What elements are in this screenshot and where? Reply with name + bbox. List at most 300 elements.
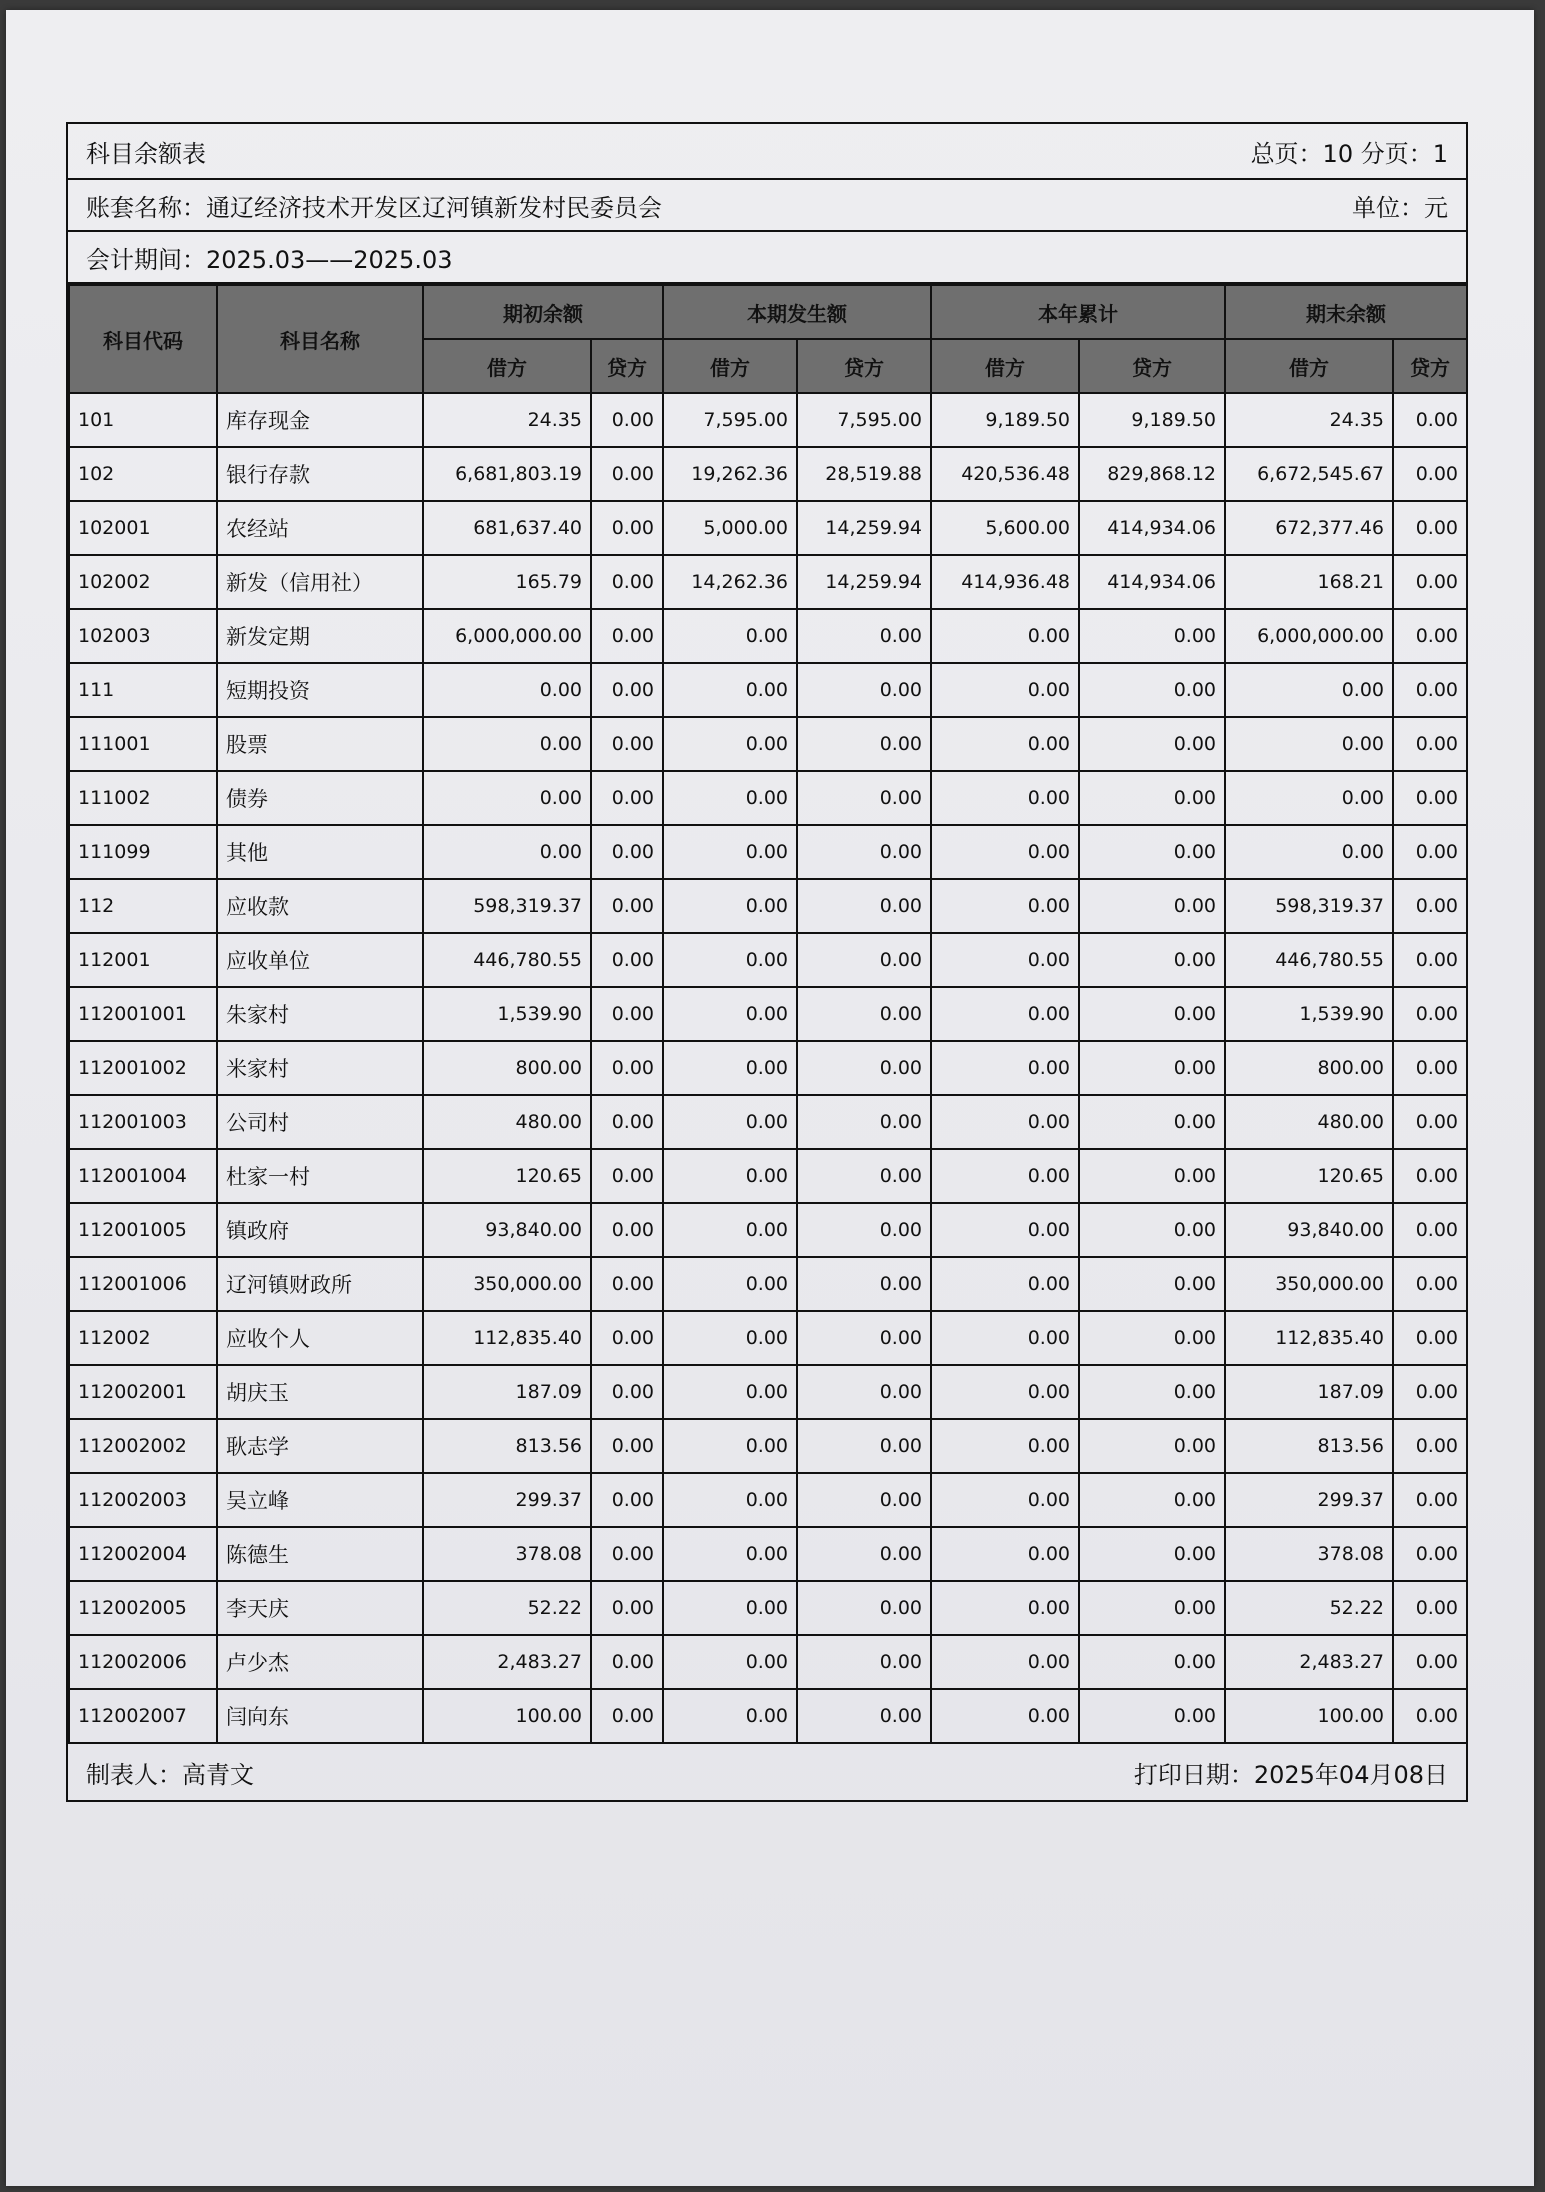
- header-row-1: [69, 285, 1467, 339]
- amount-cell: 14,259.94: [797, 555, 931, 609]
- amount-cell: 19,262.36: [663, 447, 797, 501]
- account-name-cell: 卢少杰: [217, 1635, 423, 1689]
- amount-cell: 0.00: [591, 717, 663, 771]
- account-name-cell: 耿志学: [217, 1419, 423, 1473]
- table-row: [69, 825, 1467, 879]
- amount-cell: 0.00: [591, 825, 663, 879]
- amount-cell: 0.00: [931, 663, 1079, 717]
- amount-cell: 52.22: [423, 1581, 591, 1635]
- amount-cell: 0.00: [591, 1527, 663, 1581]
- account-code-cell: 112002004: [69, 1527, 217, 1581]
- amount-cell: 829,868.12: [1079, 447, 1225, 501]
- amount-cell: 0.00: [931, 717, 1079, 771]
- col-header-debit: 借方: [423, 339, 591, 393]
- paper-sheet: [6, 10, 1534, 2186]
- table-row: [69, 771, 1467, 825]
- amount-cell: 0.00: [663, 1149, 797, 1203]
- amount-cell: 480.00: [423, 1095, 591, 1149]
- amount-cell: 2,483.27: [1225, 1635, 1393, 1689]
- amount-cell: 0.00: [1393, 717, 1467, 771]
- amount-cell: 0.00: [663, 1041, 797, 1095]
- account-code-cell: 112001002: [69, 1041, 217, 1095]
- amount-cell: 0.00: [797, 1149, 931, 1203]
- account-code-cell: 112002001: [69, 1365, 217, 1419]
- amount-cell: 0.00: [1393, 555, 1467, 609]
- amount-cell: 0.00: [931, 933, 1079, 987]
- amount-cell: 100.00: [423, 1689, 591, 1743]
- amount-cell: 0.00: [1079, 1149, 1225, 1203]
- col-header-current: 本期发生额: [663, 285, 931, 339]
- amount-cell: 0.00: [591, 1635, 663, 1689]
- amount-cell: 598,319.37: [1225, 879, 1393, 933]
- table-row: [69, 1041, 1467, 1095]
- amount-cell: 0.00: [1079, 1257, 1225, 1311]
- amount-cell: 0.00: [663, 1095, 797, 1149]
- amount-cell: 0.00: [663, 933, 797, 987]
- amount-cell: 120.65: [1225, 1149, 1393, 1203]
- amount-cell: 0.00: [797, 1689, 931, 1743]
- amount-cell: 800.00: [1225, 1041, 1393, 1095]
- amount-cell: 598,319.37: [423, 879, 591, 933]
- amount-cell: 0.00: [663, 609, 797, 663]
- amount-cell: 0.00: [663, 1689, 797, 1743]
- table-row: [69, 609, 1467, 663]
- amount-cell: 0.00: [1393, 663, 1467, 717]
- amount-cell: 0.00: [1079, 933, 1225, 987]
- title-bar: [68, 124, 1466, 180]
- amount-cell: 0.00: [591, 1257, 663, 1311]
- table-row: [69, 879, 1467, 933]
- amount-cell: 0.00: [797, 1581, 931, 1635]
- amount-cell: 0.00: [1079, 1689, 1225, 1743]
- amount-cell: 0.00: [1393, 1311, 1467, 1365]
- amount-cell: 7,595.00: [797, 393, 931, 447]
- amount-cell: 0.00: [797, 771, 931, 825]
- amount-cell: 0.00: [591, 1203, 663, 1257]
- table-row: [69, 1527, 1467, 1581]
- amount-cell: 0.00: [1079, 1635, 1225, 1689]
- preparer: 制表人：高青文: [86, 1760, 254, 1789]
- account-name-cell: 镇政府: [217, 1203, 423, 1257]
- account-code-cell: 102003: [69, 609, 217, 663]
- amount-cell: 0.00: [591, 1419, 663, 1473]
- amount-cell: 0.00: [1079, 987, 1225, 1041]
- amount-cell: 0.00: [591, 393, 663, 447]
- account-name-cell: 杜家一村: [217, 1149, 423, 1203]
- amount-cell: 0.00: [1393, 1581, 1467, 1635]
- amount-cell: 28,519.88: [797, 447, 931, 501]
- col-header-credit: 贷方: [1079, 339, 1225, 393]
- account-name-cell: 闫向东: [217, 1689, 423, 1743]
- amount-cell: 0.00: [663, 1257, 797, 1311]
- amount-cell: 0.00: [1393, 1041, 1467, 1095]
- amount-cell: 5,600.00: [931, 501, 1079, 555]
- amount-cell: 112,835.40: [1225, 1311, 1393, 1365]
- account-code-cell: 111099: [69, 825, 217, 879]
- amount-cell: 0.00: [931, 1041, 1079, 1095]
- amount-cell: 0.00: [1225, 717, 1393, 771]
- amount-cell: 0.00: [797, 1095, 931, 1149]
- amount-cell: 0.00: [797, 1473, 931, 1527]
- amount-cell: 0.00: [1079, 1365, 1225, 1419]
- amount-cell: 0.00: [591, 501, 663, 555]
- account-code-cell: 112002005: [69, 1581, 217, 1635]
- amount-cell: 0.00: [1393, 393, 1467, 447]
- amount-cell: 0.00: [1079, 1203, 1225, 1257]
- account-code-cell: 111002: [69, 771, 217, 825]
- table-row: [69, 1689, 1467, 1743]
- account-code-cell: 112001: [69, 933, 217, 987]
- amount-cell: 0.00: [1393, 1257, 1467, 1311]
- amount-cell: 681,637.40: [423, 501, 591, 555]
- table-row: [69, 1149, 1467, 1203]
- amount-cell: 0.00: [663, 1419, 797, 1473]
- amount-cell: 0.00: [1079, 717, 1225, 771]
- amount-cell: 6,672,545.67: [1225, 447, 1393, 501]
- amount-cell: 0.00: [591, 1311, 663, 1365]
- amount-cell: 0.00: [797, 825, 931, 879]
- amount-cell: 813.56: [423, 1419, 591, 1473]
- account-code-cell: 112002: [69, 1311, 217, 1365]
- amount-cell: 6,681,803.19: [423, 447, 591, 501]
- amount-cell: 0.00: [797, 1203, 931, 1257]
- table-row: [69, 987, 1467, 1041]
- amount-cell: 800.00: [423, 1041, 591, 1095]
- account-name-cell: 应收款: [217, 879, 423, 933]
- amount-cell: 0.00: [931, 1527, 1079, 1581]
- account-code-cell: 111: [69, 663, 217, 717]
- amount-cell: 0.00: [797, 1257, 931, 1311]
- amount-cell: 0.00: [1225, 825, 1393, 879]
- account-name-cell: 陈德生: [217, 1527, 423, 1581]
- amount-cell: 0.00: [591, 609, 663, 663]
- amount-cell: 0.00: [663, 987, 797, 1041]
- amount-cell: 414,936.48: [931, 555, 1079, 609]
- amount-cell: 1,539.90: [423, 987, 591, 1041]
- table-row: [69, 1419, 1467, 1473]
- amount-cell: 0.00: [1079, 1581, 1225, 1635]
- table-row: [69, 1365, 1467, 1419]
- amount-cell: 0.00: [931, 879, 1079, 933]
- amount-cell: 93,840.00: [1225, 1203, 1393, 1257]
- account-name-cell: 债券: [217, 771, 423, 825]
- amount-cell: 0.00: [1393, 1689, 1467, 1743]
- amount-cell: 6,000,000.00: [1225, 609, 1393, 663]
- col-header-ytd: 本年累计: [931, 285, 1225, 339]
- amount-cell: 0.00: [1225, 771, 1393, 825]
- amount-cell: 480.00: [1225, 1095, 1393, 1149]
- amount-cell: 414,934.06: [1079, 555, 1225, 609]
- amount-cell: 299.37: [1225, 1473, 1393, 1527]
- amount-cell: 420,536.48: [931, 447, 1079, 501]
- amount-cell: 0.00: [663, 825, 797, 879]
- table-row: [69, 501, 1467, 555]
- col-header-debit: 借方: [1225, 339, 1393, 393]
- amount-cell: 0.00: [663, 1203, 797, 1257]
- amount-cell: 0.00: [1079, 1473, 1225, 1527]
- amount-cell: 0.00: [591, 1689, 663, 1743]
- amount-cell: 0.00: [1225, 663, 1393, 717]
- amount-cell: 9,189.50: [931, 393, 1079, 447]
- amount-cell: 0.00: [797, 1527, 931, 1581]
- amount-cell: 378.08: [1225, 1527, 1393, 1581]
- amount-cell: 0.00: [931, 1311, 1079, 1365]
- amount-cell: 0.00: [1079, 771, 1225, 825]
- amount-cell: 187.09: [423, 1365, 591, 1419]
- amount-cell: 0.00: [797, 879, 931, 933]
- amount-cell: 0.00: [1079, 1311, 1225, 1365]
- amount-cell: 7,595.00: [663, 393, 797, 447]
- amount-cell: 0.00: [1079, 825, 1225, 879]
- amount-cell: 813.56: [1225, 1419, 1393, 1473]
- table-row: [69, 663, 1467, 717]
- amount-cell: 0.00: [423, 663, 591, 717]
- amount-cell: 0.00: [1393, 501, 1467, 555]
- amount-cell: 0.00: [931, 609, 1079, 663]
- amount-cell: 414,934.06: [1079, 501, 1225, 555]
- amount-cell: 0.00: [663, 1365, 797, 1419]
- amount-cell: 0.00: [797, 609, 931, 663]
- amount-cell: 0.00: [1393, 447, 1467, 501]
- report-title: 科目余额表: [86, 139, 206, 168]
- footer-bar: [68, 1744, 1466, 1800]
- amount-cell: 0.00: [1393, 771, 1467, 825]
- amount-cell: 0.00: [797, 1419, 931, 1473]
- amount-cell: 0.00: [1393, 825, 1467, 879]
- accounting-period: 会计期间：2025.03——2025.03: [86, 245, 453, 274]
- amount-cell: 0.00: [591, 663, 663, 717]
- account-code-cell: 112002006: [69, 1635, 217, 1689]
- amount-cell: 0.00: [591, 1149, 663, 1203]
- table-row: [69, 717, 1467, 771]
- col-header-code: 科目代码: [69, 285, 217, 393]
- amount-cell: 52.22: [1225, 1581, 1393, 1635]
- account-set-name: 账套名称：通辽经济技术开发区辽河镇新发村民委员会: [86, 193, 662, 222]
- table-row: [69, 555, 1467, 609]
- account-set-bar: [68, 180, 1466, 232]
- account-name-cell: 胡庆玉: [217, 1365, 423, 1419]
- amount-cell: 0.00: [1393, 1095, 1467, 1149]
- amount-cell: 112,835.40: [423, 1311, 591, 1365]
- amount-cell: 0.00: [1079, 1527, 1225, 1581]
- amount-cell: 0.00: [1393, 609, 1467, 663]
- amount-cell: 0.00: [663, 717, 797, 771]
- amount-cell: 0.00: [1079, 1095, 1225, 1149]
- amount-cell: 0.00: [1393, 1203, 1467, 1257]
- amount-cell: 100.00: [1225, 1689, 1393, 1743]
- account-name-cell: 农经站: [217, 501, 423, 555]
- table-row: [69, 1311, 1467, 1365]
- amount-cell: 187.09: [1225, 1365, 1393, 1419]
- amount-cell: 0.00: [591, 879, 663, 933]
- account-name-cell: 吴立峰: [217, 1473, 423, 1527]
- amount-cell: 350,000.00: [423, 1257, 591, 1311]
- amount-cell: 6,000,000.00: [423, 609, 591, 663]
- col-header-debit: 借方: [663, 339, 797, 393]
- table-row: [69, 1257, 1467, 1311]
- account-code-cell: 112001005: [69, 1203, 217, 1257]
- amount-cell: 0.00: [1079, 1419, 1225, 1473]
- amount-cell: 0.00: [931, 771, 1079, 825]
- account-code-cell: 111001: [69, 717, 217, 771]
- col-header-name: 科目名称: [217, 285, 423, 393]
- account-name-cell: 应收单位: [217, 933, 423, 987]
- col-header-closing: 期末余额: [1225, 285, 1467, 339]
- amount-cell: 0.00: [931, 1365, 1079, 1419]
- account-name-cell: 新发定期: [217, 609, 423, 663]
- account-code-cell: 112001001: [69, 987, 217, 1041]
- amount-cell: 24.35: [1225, 393, 1393, 447]
- amount-cell: 0.00: [931, 987, 1079, 1041]
- account-code-cell: 112001003: [69, 1095, 217, 1149]
- amount-cell: 0.00: [797, 933, 931, 987]
- account-name-cell: 米家村: [217, 1041, 423, 1095]
- amount-cell: 446,780.55: [423, 933, 591, 987]
- amount-cell: 168.21: [1225, 555, 1393, 609]
- col-header-debit: 借方: [931, 339, 1079, 393]
- amount-cell: 0.00: [591, 555, 663, 609]
- account-code-cell: 112001006: [69, 1257, 217, 1311]
- table-row: [69, 1635, 1467, 1689]
- amount-cell: 0.00: [931, 1635, 1079, 1689]
- table-row: [69, 1095, 1467, 1149]
- amount-cell: 0.00: [663, 1311, 797, 1365]
- account-name-cell: 应收个人: [217, 1311, 423, 1365]
- report-frame: [66, 122, 1468, 1802]
- table-body: [69, 393, 1467, 1743]
- amount-cell: 0.00: [423, 825, 591, 879]
- amount-cell: 93,840.00: [423, 1203, 591, 1257]
- account-name-cell: 股票: [217, 717, 423, 771]
- account-name-cell: 朱家村: [217, 987, 423, 1041]
- amount-cell: 0.00: [591, 771, 663, 825]
- period-bar: [68, 232, 1466, 284]
- amount-cell: 120.65: [423, 1149, 591, 1203]
- amount-cell: 24.35: [423, 393, 591, 447]
- amount-cell: 0.00: [931, 1095, 1079, 1149]
- amount-cell: 0.00: [931, 1689, 1079, 1743]
- account-name-cell: 库存现金: [217, 393, 423, 447]
- amount-cell: 0.00: [663, 771, 797, 825]
- amount-cell: 0.00: [663, 1581, 797, 1635]
- amount-cell: 0.00: [1079, 663, 1225, 717]
- balance-table: [68, 284, 1468, 1744]
- amount-cell: 0.00: [1393, 1149, 1467, 1203]
- amount-cell: 350,000.00: [1225, 1257, 1393, 1311]
- account-name-cell: 银行存款: [217, 447, 423, 501]
- amount-cell: 0.00: [663, 1473, 797, 1527]
- account-code-cell: 102: [69, 447, 217, 501]
- amount-cell: 0.00: [1393, 1365, 1467, 1419]
- amount-cell: 0.00: [797, 663, 931, 717]
- account-code-cell: 102002: [69, 555, 217, 609]
- col-header-opening: 期初余额: [423, 285, 663, 339]
- amount-cell: 5,000.00: [663, 501, 797, 555]
- amount-cell: 0.00: [1393, 933, 1467, 987]
- amount-cell: 0.00: [1393, 1419, 1467, 1473]
- amount-cell: 0.00: [423, 771, 591, 825]
- account-name-cell: 新发（信用社）: [217, 555, 423, 609]
- account-code-cell: 112002007: [69, 1689, 217, 1743]
- amount-cell: 378.08: [423, 1527, 591, 1581]
- amount-cell: 0.00: [1079, 1041, 1225, 1095]
- col-header-credit: 贷方: [591, 339, 663, 393]
- col-header-credit: 贷方: [797, 339, 931, 393]
- amount-cell: 0.00: [931, 1419, 1079, 1473]
- amount-cell: 0.00: [797, 1041, 931, 1095]
- amount-cell: 0.00: [931, 1149, 1079, 1203]
- account-name-cell: 短期投资: [217, 663, 423, 717]
- amount-cell: 0.00: [797, 717, 931, 771]
- table-row: [69, 933, 1467, 987]
- amount-cell: 0.00: [931, 1257, 1079, 1311]
- amount-cell: 0.00: [931, 1203, 1079, 1257]
- table-row: [69, 393, 1467, 447]
- amount-cell: 0.00: [591, 987, 663, 1041]
- amount-cell: 1,539.90: [1225, 987, 1393, 1041]
- amount-cell: 0.00: [1393, 1527, 1467, 1581]
- amount-cell: 0.00: [591, 1365, 663, 1419]
- amount-cell: 0.00: [591, 1095, 663, 1149]
- amount-cell: 0.00: [591, 933, 663, 987]
- account-code-cell: 112002003: [69, 1473, 217, 1527]
- amount-cell: 14,259.94: [797, 501, 931, 555]
- amount-cell: 0.00: [591, 1581, 663, 1635]
- amount-cell: 165.79: [423, 555, 591, 609]
- account-code-cell: 101: [69, 393, 217, 447]
- amount-cell: 0.00: [663, 1635, 797, 1689]
- amount-cell: 0.00: [931, 1473, 1079, 1527]
- amount-cell: 0.00: [663, 663, 797, 717]
- table-row: [69, 1203, 1467, 1257]
- amount-cell: 0.00: [1079, 609, 1225, 663]
- amount-cell: 0.00: [931, 825, 1079, 879]
- account-code-cell: 102001: [69, 501, 217, 555]
- amount-cell: 0.00: [1393, 1473, 1467, 1527]
- account-code-cell: 112001004: [69, 1149, 217, 1203]
- table-row: [69, 1473, 1467, 1527]
- account-name-cell: 李天庆: [217, 1581, 423, 1635]
- amount-cell: 9,189.50: [1079, 393, 1225, 447]
- account-name-cell: 其他: [217, 825, 423, 879]
- amount-cell: 0.00: [931, 1581, 1079, 1635]
- account-name-cell: 公司村: [217, 1095, 423, 1149]
- amount-cell: 0.00: [663, 879, 797, 933]
- amount-cell: 0.00: [591, 1041, 663, 1095]
- amount-cell: 0.00: [1079, 879, 1225, 933]
- amount-cell: 446,780.55: [1225, 933, 1393, 987]
- account-code-cell: 112: [69, 879, 217, 933]
- amount-cell: 0.00: [663, 1527, 797, 1581]
- amount-cell: 0.00: [1393, 987, 1467, 1041]
- page-info: 总页：10 分页：1: [1250, 139, 1448, 168]
- amount-cell: 0.00: [797, 1635, 931, 1689]
- amount-cell: 0.00: [423, 717, 591, 771]
- amount-cell: 672,377.46: [1225, 501, 1393, 555]
- amount-cell: 14,262.36: [663, 555, 797, 609]
- table-row: [69, 1581, 1467, 1635]
- currency-unit: 单位：元: [1352, 193, 1448, 222]
- amount-cell: 0.00: [1393, 1635, 1467, 1689]
- amount-cell: 0.00: [591, 1473, 663, 1527]
- amount-cell: 0.00: [797, 987, 931, 1041]
- amount-cell: 0.00: [1393, 879, 1467, 933]
- amount-cell: 299.37: [423, 1473, 591, 1527]
- amount-cell: 2,483.27: [423, 1635, 591, 1689]
- table-row: [69, 447, 1467, 501]
- col-header-credit: 贷方: [1393, 339, 1467, 393]
- account-name-cell: 辽河镇财政所: [217, 1257, 423, 1311]
